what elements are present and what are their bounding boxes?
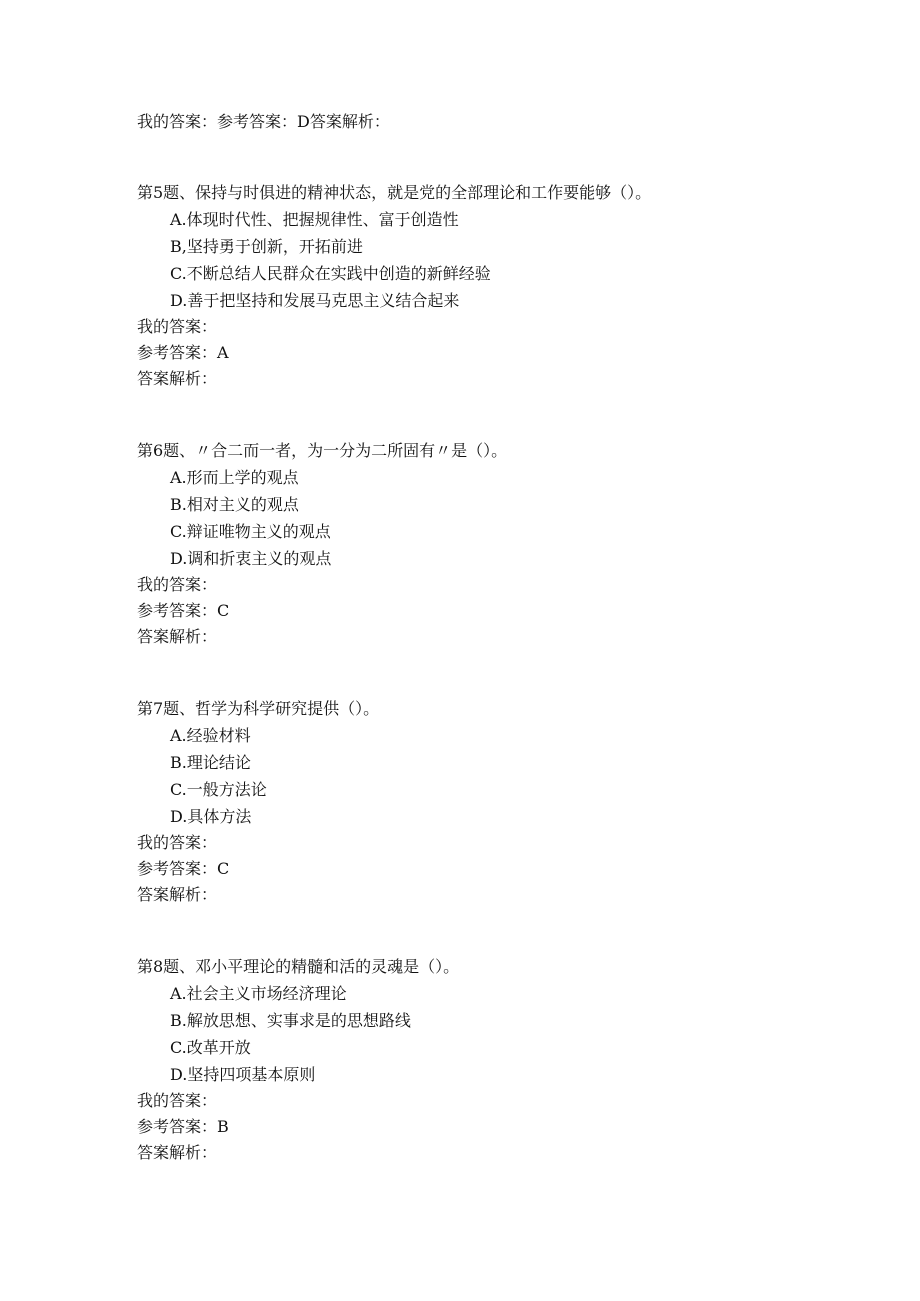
option-d: D.善于把坚持和发展马克思主义结合起来	[170, 291, 460, 310]
option-c: C.不断总结人民群众在实践中创造的新鲜经验	[170, 264, 491, 283]
option-a: A.形而上学的观点	[170, 468, 299, 487]
question-title: 第5题、保持与时俱进的精神状态，就是党的全部理论和工作要能够（）。	[137, 183, 652, 202]
question-title: 第8题、邓小平理论的精髓和活的灵魂是（）。	[137, 957, 460, 976]
previous-answer-line: 我的答案：参考答案：D答案解析：	[137, 112, 390, 131]
my-answer-label: 我的答案：	[137, 575, 218, 594]
reference-answer: 参考答案：C	[137, 859, 230, 878]
reference-answer: 参考答案：C	[137, 601, 230, 620]
answer-analysis-label: 答案解析：	[137, 1143, 218, 1162]
my-answer-label: 我的答案：	[137, 833, 218, 852]
reference-answer: 参考答案：A	[137, 343, 229, 362]
option-b: B.理论结论	[170, 753, 251, 772]
option-b: B.解放思想、实事求是的思想路线	[170, 1011, 411, 1030]
option-c: C.辩证唯物主义的观点	[170, 522, 331, 541]
option-d: D.坚持四项基本原则	[170, 1065, 316, 1084]
my-answer-label: 我的答案：	[137, 1091, 218, 1110]
option-a: A.体现时代性、把握规律性、富于创造性	[170, 210, 459, 229]
question-title: 第7题、哲学为科学研究提供（）。	[137, 699, 380, 718]
option-b: B.相对主义的观点	[170, 495, 299, 514]
answer-analysis-label: 答案解析：	[137, 369, 218, 388]
option-c: C.改革开放	[170, 1038, 251, 1057]
question-title: 第6题、〃合二而一者，为一分为二所固有〃是（）。	[137, 441, 508, 460]
answer-analysis-label: 答案解析：	[137, 627, 218, 646]
my-answer-label: 我的答案：	[137, 317, 218, 336]
option-d: D.调和折衷主义的观点	[170, 549, 332, 568]
option-a: A.社会主义市场经济理论	[170, 984, 347, 1003]
answer-analysis-label: 答案解析：	[137, 885, 218, 904]
reference-answer: 参考答案：B	[137, 1117, 229, 1136]
option-b: B,坚持勇于创新，开拓前进	[170, 237, 363, 256]
option-a: A.经验材料	[170, 726, 251, 745]
option-d: D.具体方法	[170, 807, 252, 826]
option-c: C.一般方法论	[170, 780, 267, 799]
